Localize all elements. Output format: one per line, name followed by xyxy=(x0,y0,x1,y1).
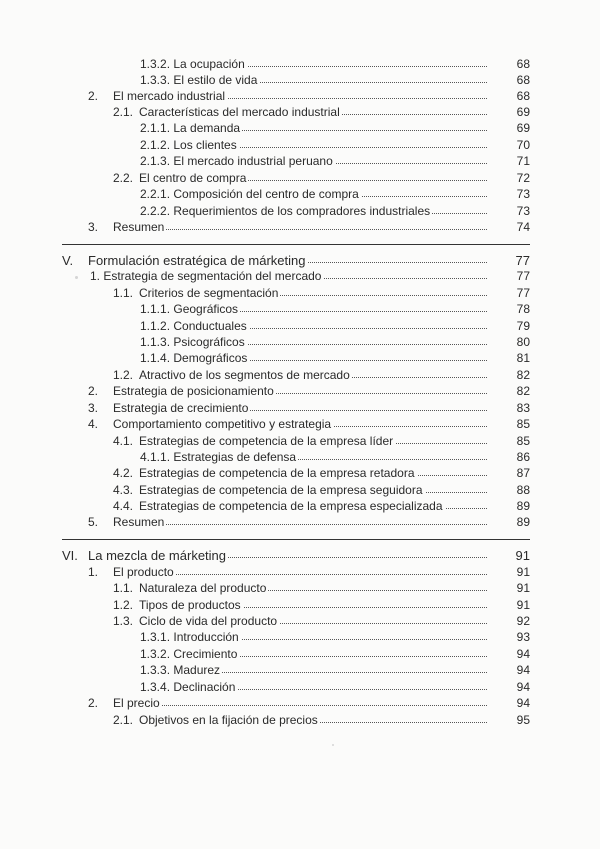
toc-page-number: 93 xyxy=(516,630,530,644)
toc-title: Ciclo de vida del producto xyxy=(139,614,278,628)
toc-page-number: 92 xyxy=(516,614,530,628)
toc-title: 1.3.2. Crecimiento xyxy=(140,647,238,661)
toc-entry xyxy=(0,433,600,450)
toc-page-number: 68 xyxy=(516,89,530,103)
toc-page-number: 73 xyxy=(516,204,530,218)
toc-number: V. xyxy=(62,253,74,268)
toc-number: 1. xyxy=(88,565,99,579)
toc-page-number: 80 xyxy=(516,335,530,349)
toc-page-number: 78 xyxy=(516,302,530,316)
toc-number: 2.1. xyxy=(113,105,134,119)
toc-number: 4.2. xyxy=(113,466,134,480)
toc-title: El mercado industrial xyxy=(113,89,226,103)
toc-number: 1.3. xyxy=(113,614,134,628)
toc-number: 2.2. xyxy=(113,171,134,185)
toc-title: Estrategias de competencia de la empresa especializada xyxy=(139,499,443,513)
toc-entry xyxy=(0,695,600,712)
toc-entry xyxy=(0,613,600,630)
dot-leader xyxy=(117,229,487,230)
toc-page-number: 82 xyxy=(516,368,530,382)
toc-title: Estrategias de competencia de la empresa líder xyxy=(139,434,394,448)
toc-number: 4.3. xyxy=(113,483,134,497)
toc-page-number: 94 xyxy=(516,696,530,710)
toc-title: Resumen xyxy=(113,515,165,529)
scan-speck xyxy=(75,276,78,279)
toc-page-number: 89 xyxy=(516,515,530,529)
toc-page-number: 89 xyxy=(516,499,530,513)
toc-title: 1.3.4. Declinación xyxy=(140,680,236,694)
toc-entry xyxy=(0,186,600,203)
toc-number: 4.4. xyxy=(113,499,134,513)
toc-title: Naturaleza del producto xyxy=(139,581,267,595)
toc-entry xyxy=(0,153,600,170)
toc-entry xyxy=(0,301,600,318)
toc-entry xyxy=(0,137,600,154)
toc-entry xyxy=(0,564,600,581)
toc-page-number: 91 xyxy=(516,598,530,612)
toc-page-number: 95 xyxy=(516,713,530,727)
toc-entry xyxy=(0,268,600,285)
toc-title: Características del mercado industrial xyxy=(139,105,340,119)
toc-number: 2. xyxy=(88,696,99,710)
toc-number: 1.1. xyxy=(113,581,134,595)
toc-title: 1.3.3. Madurez xyxy=(140,663,221,677)
toc-number: 3. xyxy=(88,220,99,234)
toc-entry xyxy=(0,465,600,482)
toc-page-number: 77 xyxy=(516,286,530,300)
chapter-divider xyxy=(62,539,530,540)
toc-page-number: 74 xyxy=(516,220,530,234)
toc-title: Tipos de productos xyxy=(139,598,241,612)
toc-number: 4. xyxy=(88,417,99,431)
toc-page-number: 73 xyxy=(516,187,530,201)
toc-entry xyxy=(0,646,600,663)
toc-title: Comportamiento competitivo y estrategia xyxy=(113,417,332,431)
toc-page-number: 69 xyxy=(516,121,530,135)
toc-entry xyxy=(0,416,600,433)
toc-title: 1.3.2. La ocupación xyxy=(140,57,245,71)
toc-entry xyxy=(0,170,600,187)
toc-number: 2. xyxy=(88,384,99,398)
toc-title: 2.1.2. Los clientes xyxy=(140,138,237,152)
toc-entry xyxy=(0,514,600,531)
toc-number: 1.1. xyxy=(113,286,134,300)
toc-title: 1.1.1. Geográficos xyxy=(140,302,239,316)
toc-entry xyxy=(0,400,600,417)
toc-title: Criterios de segmentación xyxy=(139,286,279,300)
toc-entry xyxy=(0,482,600,499)
toc-entry xyxy=(0,629,600,646)
toc-entry xyxy=(0,712,600,729)
toc-page-number: 77 xyxy=(516,269,530,283)
toc-entry xyxy=(0,88,600,105)
toc-title: 1.3.3. El estilo de vida xyxy=(140,73,258,87)
toc-title: Resumen xyxy=(113,220,165,234)
toc-entry xyxy=(0,367,600,384)
toc-page-number: 85 xyxy=(516,434,530,448)
toc-title: 1.1.2. Conductuales xyxy=(140,319,247,333)
toc-page-number: 79 xyxy=(516,319,530,333)
toc-number: 2. xyxy=(88,89,99,103)
toc-page-number: 91 xyxy=(515,548,530,563)
toc-page-number: 88 xyxy=(516,483,530,497)
toc-number: VI. xyxy=(62,548,78,563)
toc-number: 2.1. xyxy=(113,713,134,727)
toc-page-number: 77 xyxy=(515,253,530,268)
toc-page-number: 83 xyxy=(516,401,530,415)
toc-number: 4.1. xyxy=(113,434,134,448)
toc-page-number: 91 xyxy=(516,565,530,579)
toc-title: El producto xyxy=(113,565,174,579)
dot-leader xyxy=(117,524,487,525)
toc-title: 4.1.1. Estrategias de defensa xyxy=(140,450,297,464)
toc-entry xyxy=(0,350,600,367)
toc-number: 1.2. xyxy=(113,368,134,382)
dot-leader xyxy=(117,705,487,706)
toc-page-number: 94 xyxy=(516,680,530,694)
toc-entry xyxy=(0,580,600,597)
toc-chapter xyxy=(0,252,600,269)
toc-entry xyxy=(0,383,600,400)
toc-page-number: 94 xyxy=(516,663,530,677)
toc-title: Estrategia de posicionamiento xyxy=(113,384,274,398)
toc-page-number: 69 xyxy=(516,105,530,119)
toc-title: Atractivo de los segmentos de mercado xyxy=(139,368,350,382)
toc-title: 2.1.3. El mercado industrial peruano xyxy=(140,154,333,168)
toc-number: 3. xyxy=(88,401,99,415)
toc-entry xyxy=(0,219,600,236)
toc-title: El precio xyxy=(113,696,160,710)
toc-entry xyxy=(0,662,600,679)
scan-speck xyxy=(332,744,334,746)
toc-title: 2.2.1. Composición del centro de compra xyxy=(140,187,359,201)
toc-entry xyxy=(0,104,600,121)
toc-page-number: 86 xyxy=(516,450,530,464)
toc-number: 1.2. xyxy=(113,598,134,612)
toc-title: El centro de compra xyxy=(139,171,247,185)
toc-title: 2.1.1. La demanda xyxy=(140,121,241,135)
toc-title: 1.1.3. Psicográficos xyxy=(140,335,245,349)
toc-page-number: 94 xyxy=(516,647,530,661)
toc-title: La mezcla de márketing xyxy=(88,548,227,563)
toc-title: Estrategias de competencia de la empresa seguidora xyxy=(139,483,423,497)
toc-entry xyxy=(0,449,600,466)
toc-page-number: 68 xyxy=(516,57,530,71)
toc-title: 2.2.2. Requerimientos de los compradores industriales xyxy=(140,204,431,218)
toc-entry xyxy=(0,203,600,220)
toc-entry xyxy=(0,318,600,335)
toc-page-number: 87 xyxy=(516,466,530,480)
toc-entry xyxy=(0,56,600,73)
toc-title: 1. Estrategia de segmentación del mercado xyxy=(90,269,322,283)
toc-entry xyxy=(0,285,600,302)
toc-title: Estrategias de competencia de la empresa retadora xyxy=(139,466,415,480)
toc-number: 5. xyxy=(88,515,99,529)
toc-entry xyxy=(0,120,600,137)
toc-title: 1.1.4. Demográficos xyxy=(140,351,248,365)
toc-page-number: 71 xyxy=(516,154,530,168)
toc-entry xyxy=(0,334,600,351)
toc-page-number: 81 xyxy=(516,351,530,365)
toc-title: 1.3.1. Introducción xyxy=(140,630,239,644)
chapter-divider xyxy=(62,244,530,245)
toc-entry xyxy=(0,679,600,696)
toc-page-number: 68 xyxy=(516,73,530,87)
toc-page-number: 82 xyxy=(516,384,530,398)
toc-page-number: 85 xyxy=(516,417,530,431)
toc-entry xyxy=(0,597,600,614)
toc-title: Estrategia de crecimiento xyxy=(113,401,249,415)
toc-page-number: 70 xyxy=(516,138,530,152)
toc-title: Objetivos en la fijación de precios xyxy=(139,713,318,727)
toc-page-number: 91 xyxy=(516,581,530,595)
toc-entry xyxy=(0,498,600,515)
toc-page-number: 72 xyxy=(516,171,530,185)
toc-entry xyxy=(0,72,600,89)
toc-title: Formulación estratégica de márketing xyxy=(88,253,306,268)
toc-chapter xyxy=(0,547,600,564)
